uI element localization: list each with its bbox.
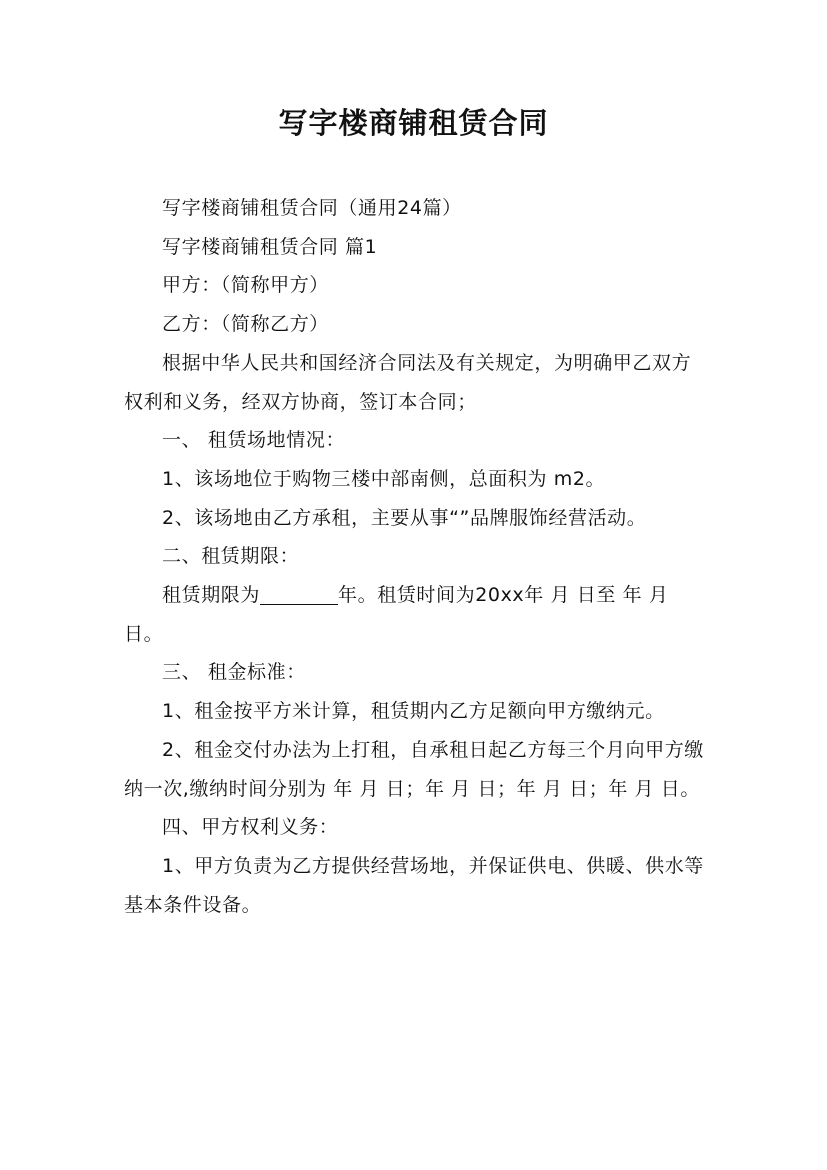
paragraph-preamble: 根据中华人民共和国经济合同法及有关规定，为明确甲乙双方权利和义务，经双方协商，签订本合同； [124, 351, 692, 413]
paragraph-party-a: 甲方：（简称甲方） [162, 274, 329, 297]
term-text-suffix: 年。租赁时间为20xx年 月 日至 年 月 日。 [124, 584, 669, 645]
paragraph-clause-3-item-2: 2、租金交付办法为上打租，自承租日起乙方每三个月向甲方缴纳一次,缴纳时间分别为 年 月 日；年 月 日；年 月 日；年 月 日。 [124, 738, 704, 800]
paragraph-clause-3-heading: 三、 租金标准： [162, 661, 306, 684]
document-body [124, 189, 709, 924]
paragraph-party-b: 乙方：（简称乙方） [162, 313, 329, 336]
paragraph-clause-4-heading: 四、甲方权利义务： [162, 816, 339, 839]
paragraph-clause-1-item-2: 2、该场地由乙方承租，主要从事“”品牌服饰经营活动。 [162, 506, 647, 529]
term-blank-line [260, 582, 338, 605]
term-text-prefix: 租赁期限为 [162, 584, 261, 607]
document-title: 写字楼商铺租赁合同 [278, 106, 549, 140]
paragraph-clause-2-heading: 二、租赁期限： [162, 545, 300, 568]
paragraph-clause-1-heading: 一、 租赁场地情况： [162, 429, 346, 452]
paragraph-clause-3-item-1: 1、租金按平方米计算，租赁期内乙方足额向甲方缴纳元。 [162, 700, 665, 723]
paragraph-clause-4-item-1: 1、甲方负责为乙方提供经营场地，并保证供电、供暖、供水等基本条件设备。 [124, 854, 704, 916]
paragraph-subtitle: 写字楼商铺租赁合同（通用24篇） [162, 197, 462, 219]
paragraph-section-heading: 写字楼商铺租赁合同 篇1 [162, 235, 378, 258]
paragraph-clause-1-item-1: 1、该场地位于购物三楼中部南侧，总面积为 m2。 [162, 467, 606, 490]
paragraph-clause-2-term [124, 576, 709, 653]
